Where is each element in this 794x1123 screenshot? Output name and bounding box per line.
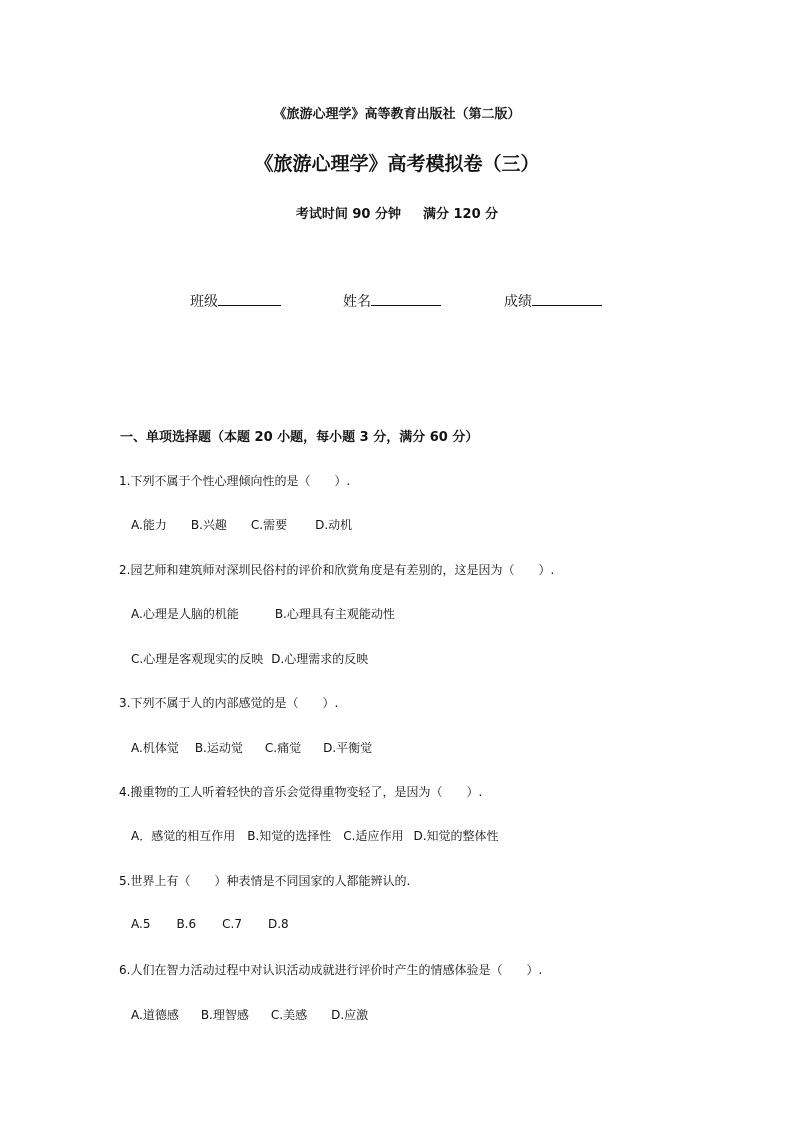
option[interactable]: C.需要 xyxy=(250,518,288,532)
option[interactable]: B.理智感 xyxy=(200,1008,249,1022)
option[interactable]: B.知觉的选择性 xyxy=(247,829,332,843)
option[interactable]: C.7 xyxy=(222,917,242,931)
option[interactable]: A.心理是人脑的机能 xyxy=(131,607,239,621)
name-blank[interactable] xyxy=(371,291,441,306)
name-field xyxy=(343,291,441,311)
option[interactable]: D.8 xyxy=(267,917,289,931)
question-5-options xyxy=(131,917,289,931)
exam-time: 考试时间 90 分钟 xyxy=(295,207,401,222)
option[interactable]: A.5 xyxy=(131,917,151,931)
option[interactable]: C.适应作用 xyxy=(343,829,404,843)
class-blank[interactable] xyxy=(218,291,281,306)
question-4: 4.搬重物的工人听着轻快的音乐会觉得重物变轻了，是因为（ ）. xyxy=(119,785,483,799)
name-label: 姓名 xyxy=(343,294,371,310)
option[interactable]: A.机体觉 xyxy=(131,741,179,755)
option[interactable]: A.能力 xyxy=(131,518,167,532)
option[interactable]: A.道德感 xyxy=(131,1008,179,1022)
question-2: 2.园艺师和建筑师对深圳民俗村的评价和欣赏角度是有差别的，这是因为（ ）. xyxy=(119,563,555,577)
option[interactable]: D.动机 xyxy=(315,518,353,532)
option[interactable]: B.运动觉 xyxy=(194,741,243,755)
question-3: 3.下列不属于人的内部感觉的是（ ）. xyxy=(119,696,339,710)
publisher-line: 《旅游心理学》高等教育出版社（第二版） xyxy=(273,107,521,122)
question-3-options xyxy=(131,739,372,756)
option[interactable]: B.6 xyxy=(176,917,197,931)
option[interactable]: C.痛觉 xyxy=(264,741,302,755)
exam-title: 《旅游心理学》高考模拟卷（三） xyxy=(254,153,540,175)
question-4-options xyxy=(131,827,499,844)
option[interactable]: C.心理是客观现实的反映 xyxy=(131,652,264,666)
class-label: 班级 xyxy=(190,294,218,310)
question-2-options-line-2 xyxy=(131,650,368,667)
question-1-options xyxy=(131,516,352,533)
option[interactable]: D.知觉的整体性 xyxy=(413,829,499,843)
option[interactable]: A．感觉的相互作用 xyxy=(131,829,236,843)
question-6: 6.人们在智力活动过程中对认识活动成就进行评价时产生的情感体验是（ ）. xyxy=(119,963,543,977)
option[interactable]: D.心理需求的反映 xyxy=(271,652,369,666)
score-label: 成绩 xyxy=(504,294,532,310)
full-score: 满分 120 分 xyxy=(422,207,499,222)
option[interactable]: B.兴趣 xyxy=(190,518,227,532)
exam-info xyxy=(0,203,794,222)
option[interactable]: C.美感 xyxy=(270,1008,308,1022)
score-field xyxy=(504,291,602,311)
section-title: 一、单项选择题（本题 20 小题，每小题 3 分，满分 60 分） xyxy=(120,430,479,445)
option[interactable]: B.心理具有主观能动性 xyxy=(274,607,395,621)
option[interactable]: D.平衡觉 xyxy=(323,741,373,755)
question-1: 1.下列不属于个性心理倾向性的是（ ）. xyxy=(119,474,351,488)
question-5: 5.世界上有（ ）种表情是不同国家的人都能辨认的. xyxy=(119,874,411,888)
option[interactable]: D.应激 xyxy=(331,1008,369,1022)
class-field xyxy=(190,291,281,311)
question-2-options-line-1 xyxy=(131,605,395,622)
score-blank[interactable] xyxy=(532,291,602,306)
question-6-options xyxy=(131,1006,368,1023)
